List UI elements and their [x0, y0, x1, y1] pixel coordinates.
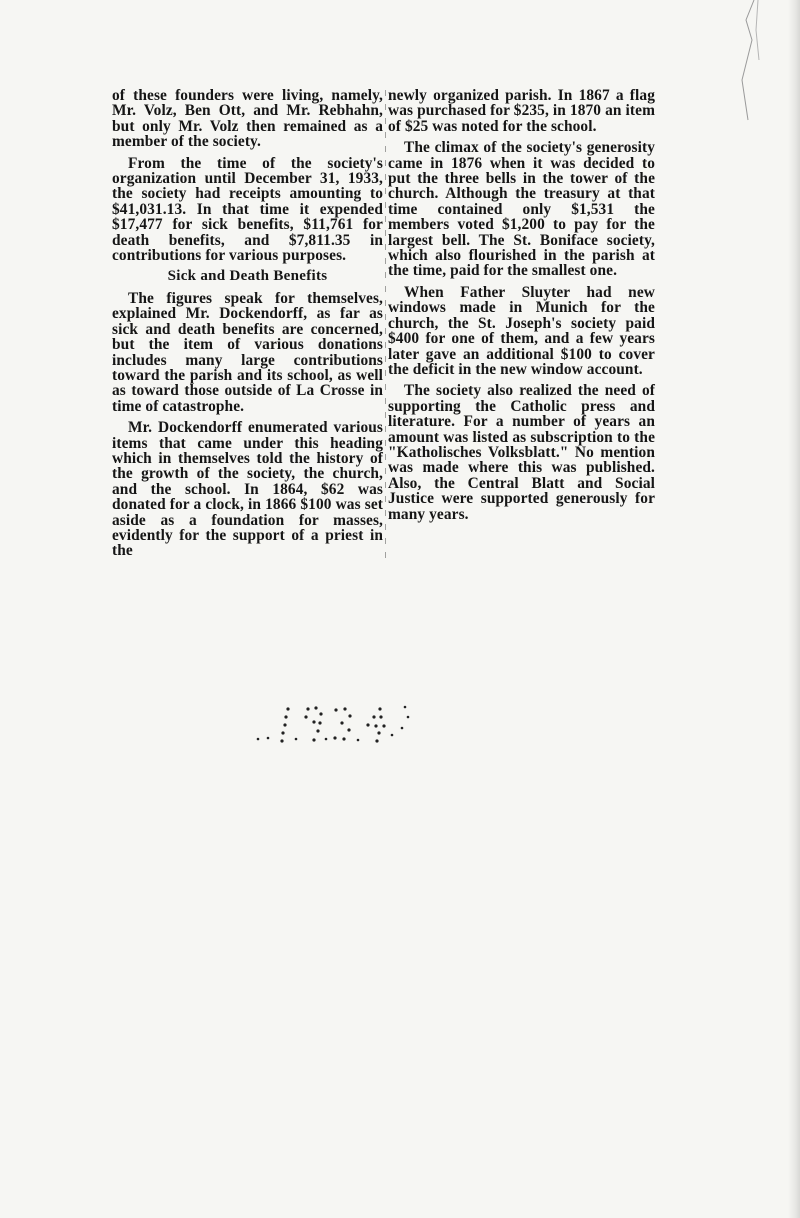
- right-paragraph-2: The climax of the society's generosity came in 1876 when it was decided to put the three bells in the tower of the church. Although the treasury at that time contained only $1,531 the members voted $1,200 to pay for the largest bell. The St. Boniface society, which also flourished in the parish at the time, paid for the smallest one.: [388, 139, 655, 280]
- right-paragraph-4: The society also realized the need of supporting the Catholic press and literature. For a number of years an amount was listed as subscription to the "Katholisches Volksblatt." No mention was made where this was published. Also, the Central Blatt and Social Justice were supported generously for many years.: [388, 382, 655, 523]
- left-paragraph-4: Mr. Dockendorff enumerated various items that came under this heading which in themselves told the history of the growth of the society, the church, and the school. In 1864, $62 was donated for a clock, in 1866 $100 was set aside as a foundation for masses, evidently for the support of a priest in the: [112, 419, 383, 560]
- left-paragraph-1: of these founders were living, namely, Mr. Volz, Ben Ott, and Mr. Rebhahn, but only Mr. Volz then remained as a member of the society.: [112, 87, 383, 151]
- right-column: [388, 88, 655, 528]
- section-heading: Sick and Death Benefits: [167, 268, 328, 285]
- left-paragraph-3: The figures speak for themselves, explained Mr. Dockendorff, as far as sick and death benefits are concerned, but the item of various donations includes many large contributions toward the parish and its school, as well as toward those outside of La Crosse in time of catastrophe.: [112, 289, 383, 415]
- left-paragraph-2: From the time of the society's organization until December 31, 1933, the society had receipts amounting to $41,031.13. In that time it expended $17,477 for sick benefits, $11,761 for death benefits, and $7,811.35 in contributions for various purposes.: [112, 154, 383, 265]
- column-divider: [385, 90, 386, 560]
- right-paragraph-3: When Father Sluyter had new windows made in Munich for the church, the St. Joseph's society paid $400 for one of them, and a few years later gave an additional $100 to cover the deficit in the new window account.: [388, 283, 655, 378]
- perforated-date-stamp: [250, 695, 420, 755]
- left-column: [112, 88, 383, 565]
- right-paragraph-1: newly organized parish. In 1867 a flag was purchased for $235, in 1870 an item of $25 was noted for the school.: [388, 87, 655, 135]
- pencil-scratch-mark: [734, 0, 760, 1218]
- page-edge-shadow: [788, 0, 800, 1218]
